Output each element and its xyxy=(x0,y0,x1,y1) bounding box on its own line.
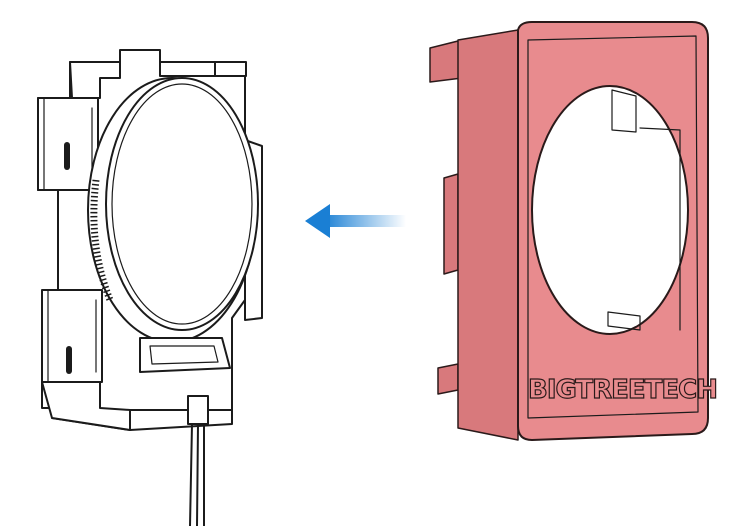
cover-top-tab xyxy=(430,40,462,82)
slot-lower xyxy=(66,346,72,374)
cover-side-tab xyxy=(444,174,458,274)
mount-bracket xyxy=(38,50,262,526)
cover-window xyxy=(532,86,688,334)
slot-upper xyxy=(64,142,70,170)
base-right xyxy=(130,410,232,430)
pink-cover xyxy=(430,22,717,440)
brand-logo: BIGTREETECH xyxy=(528,375,717,405)
upper-clip xyxy=(38,98,98,190)
battery-disc xyxy=(106,78,258,330)
direction-arrow xyxy=(305,204,406,238)
lower-clip xyxy=(42,290,102,382)
cable-wires xyxy=(188,396,208,526)
cover-bottom-tab xyxy=(438,364,458,394)
